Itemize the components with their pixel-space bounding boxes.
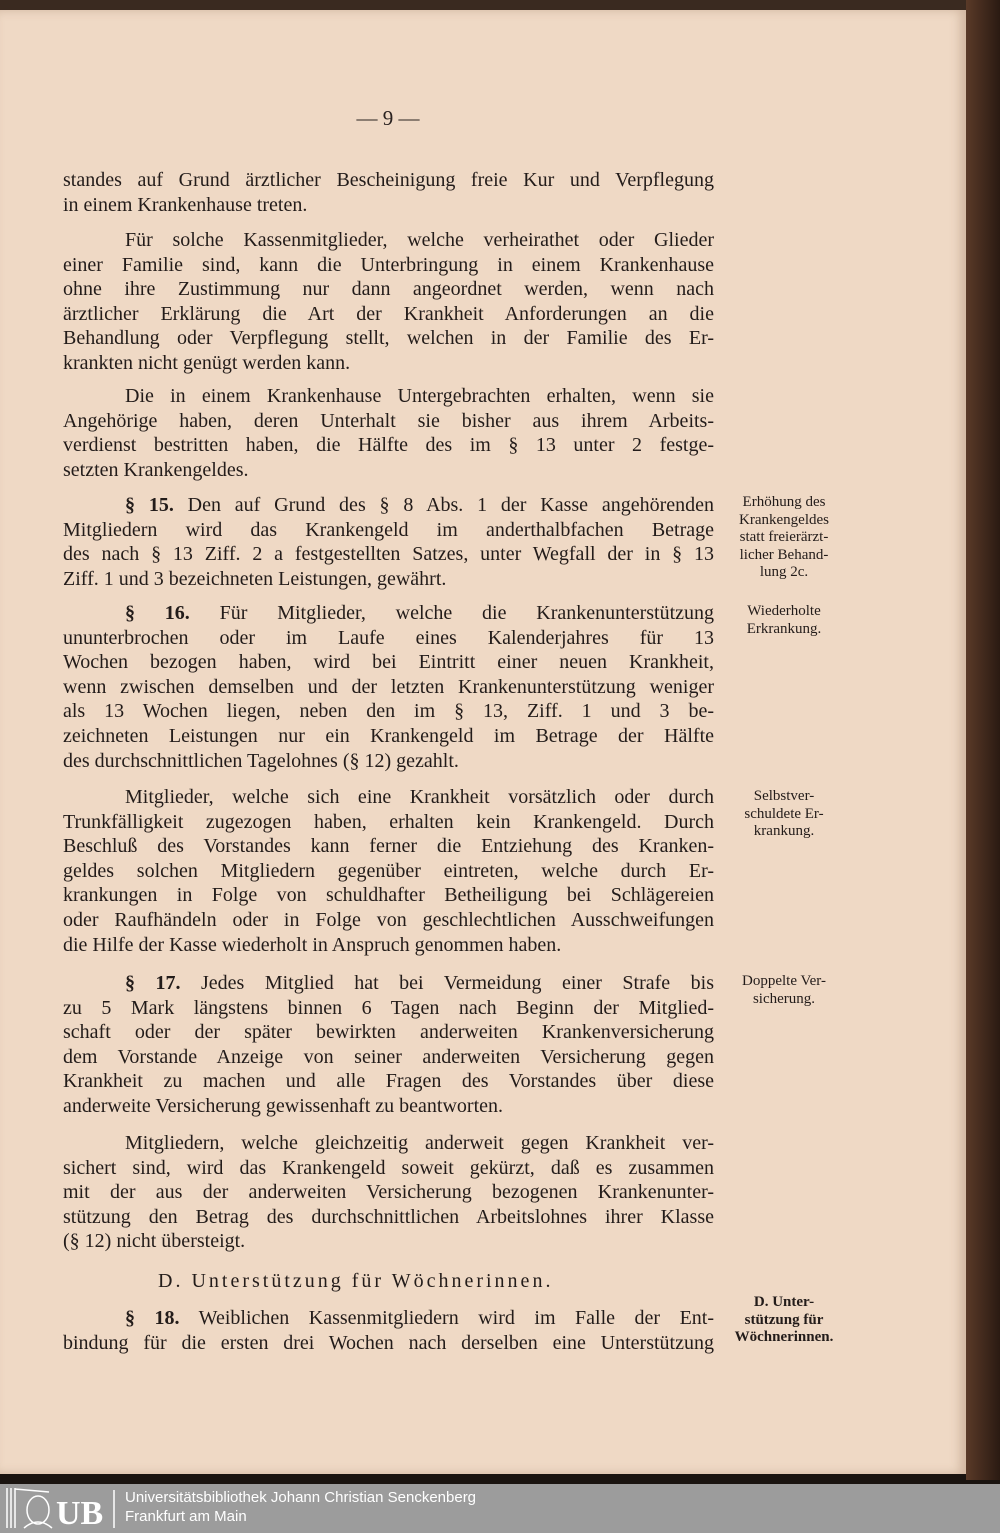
text-line xyxy=(63,518,714,543)
text-line xyxy=(63,675,714,700)
margin-note-line: stützung für xyxy=(744,1311,824,1328)
line-text: Angehörige haben, deren Unterhalt sie bisher aus ihrem Arbeits- xyxy=(63,409,714,432)
line-text: ärztlicher Erklärung die Art der Krankheit Anforderungen an die xyxy=(63,302,714,325)
margin-note-line: Erhöhung des xyxy=(742,494,826,510)
paragraph xyxy=(63,785,714,957)
page-top-edge xyxy=(0,0,1000,10)
text-line xyxy=(63,933,714,958)
text-line xyxy=(63,326,714,351)
footer-location: Frankfurt am Main xyxy=(125,1508,247,1525)
margin-note-line: Doppelte Ver- xyxy=(742,973,826,989)
page-number: — 9 — xyxy=(356,106,420,130)
text-line xyxy=(63,1131,714,1156)
margin-note-line: Krankengeldes xyxy=(739,511,829,528)
margin-note xyxy=(720,603,848,638)
margin-note-line: D. Unter- xyxy=(753,1294,815,1310)
text-line xyxy=(63,277,714,302)
text-line xyxy=(63,810,714,835)
line-text: dem Vorstande Anzeige von seiner anderweiten Versicherung gegen xyxy=(63,1045,714,1068)
text-line xyxy=(63,253,714,278)
line-text: Für Mitglieder, welche die Krankenunterstützung xyxy=(219,602,715,624)
line-text: Die in einem Krankenhause Untergebrachten erhalten, wenn sie xyxy=(125,385,714,407)
line-text: sichert sind, wird das Krankengeld soweit gekürzt, daß es zusammen xyxy=(63,1156,714,1179)
margin-note-line: Selbstver- xyxy=(753,788,815,804)
text-line xyxy=(63,351,714,376)
line-text: schaft oder der später bewirkten anderweiten Krankenversicherung xyxy=(63,1021,714,1044)
section-number: § 15. xyxy=(125,494,174,516)
margin-note-line: statt freierärzt- xyxy=(739,529,829,545)
margin-note-line: licher Behand- xyxy=(739,546,829,563)
line-text: Mitgliedern, welche gleichzeitig anderweit gegen Krankheit ver- xyxy=(125,1132,714,1154)
text-line xyxy=(63,971,714,996)
paragraph xyxy=(63,971,714,1119)
line-text: Krankheit zu machen und alle Fragen des Vorstandes über diese xyxy=(63,1070,714,1093)
paragraph xyxy=(63,493,714,591)
line-text: krankten nicht genügt werden kann. xyxy=(63,351,351,374)
text-line xyxy=(63,724,714,749)
line-text: stützung den Betrag des durchschnittlichen Arbeitslohnes ihrer Klasse xyxy=(63,1205,714,1228)
line-text: Mitgliedern wird das Krankengeld im anderthalbfachen Betrage xyxy=(63,518,714,541)
margin-note-line: Wöchnerinnen. xyxy=(734,1329,834,1345)
margin-note-line: sicherung. xyxy=(752,990,816,1007)
line-text: (§ 12) nicht übersteigt. xyxy=(63,1230,246,1253)
paragraph xyxy=(63,1131,714,1254)
text-line xyxy=(63,567,714,592)
paragraph xyxy=(63,384,714,482)
line-text: Weiblichen Kassenmitgliedern wird im Falle der Ent- xyxy=(198,1307,715,1329)
text-line xyxy=(63,883,714,908)
text-line xyxy=(63,302,714,327)
line-text: Jedes Mitglied hat bei Vermeidung einer Strafe bis xyxy=(201,972,715,994)
margin-note-line: Wiederholte xyxy=(747,603,821,619)
text-line xyxy=(63,859,714,884)
text-line xyxy=(63,749,714,774)
text-line xyxy=(63,193,714,218)
margin-note-line: lung 2c. xyxy=(759,564,809,580)
line-text: ununterbrochen oder im Laufe eines Kalenderjahres für 13 xyxy=(63,626,714,649)
margin-note xyxy=(720,788,848,841)
text-line xyxy=(63,1180,714,1205)
text-line xyxy=(63,1331,714,1356)
line-text: einer Familie sind, kann die Unterbringung in einem Krankenhause xyxy=(63,253,714,276)
text-line xyxy=(63,650,714,675)
margin-note xyxy=(720,1294,848,1347)
text-line xyxy=(63,601,714,626)
line-text: oder Raufhändeln oder in Folge von geschlechtlichen Ausschweifungen xyxy=(63,908,714,931)
margin-note-line: krankung. xyxy=(753,823,815,839)
paragraph xyxy=(63,228,714,376)
line-text: Beschluß des Vorstandes kann ferner die Entziehung des Kranken- xyxy=(63,835,714,858)
line-text: Ziff. 1 und 3 bezeichneten Leistungen, gewährt. xyxy=(63,567,447,590)
line-text: zeichneten Leistungen nur ein Krankengeld im Betrage der Hälfte xyxy=(63,724,714,747)
text-line xyxy=(63,1156,714,1181)
margin-note-line: schuldete Er- xyxy=(744,805,824,822)
line-text: krankungen in Folge von schuldhafter Betheiligung bei Schlägereien xyxy=(63,884,714,907)
line-text: zu 5 Mark längstens binnen 6 Tagen nach Beginn der Mitglied- xyxy=(63,996,714,1019)
text-line xyxy=(63,384,714,409)
text-line xyxy=(63,1229,714,1254)
margin-note xyxy=(720,973,848,1008)
line-text: Für solche Kassenmitglieder, welche verheirathet oder Glieder xyxy=(125,229,714,251)
line-text: geldes solchen Mitgliedern gegenüber eintreten, welche durch Er- xyxy=(63,859,714,882)
paragraph xyxy=(63,1306,714,1355)
line-text: wenn zwischen demselben und der letzten Krankenunterstützung weniger xyxy=(63,675,714,698)
line-text: Trunkfälligkeit zugezogen haben, erhalten kein Krankengeld. Durch xyxy=(63,810,714,833)
text-line xyxy=(63,542,714,567)
line-text: des durchschnittlichen Tagelohnes (§ 12) gezahlt. xyxy=(63,749,459,772)
text-line xyxy=(63,908,714,933)
text-line xyxy=(63,1205,714,1230)
line-text: verdienst bestritten haben, die Hälfte des im § 13 unter 2 festge- xyxy=(63,434,714,457)
text-line xyxy=(63,228,714,253)
text-line xyxy=(63,1306,714,1331)
text-line xyxy=(63,493,714,518)
margin-note xyxy=(720,494,848,582)
section-number: § 16. xyxy=(125,602,190,624)
margin-note-line: Erkrankung. xyxy=(746,620,822,637)
text-line xyxy=(63,1094,714,1119)
library-footer xyxy=(0,1484,1000,1533)
line-text: Den auf Grund des § 8 Abs. 1 der Kasse angehörenden xyxy=(187,494,715,516)
text-line xyxy=(63,433,714,458)
line-text: die Hilfe der Kasse wiederholt in Anspruch genommen haben. xyxy=(63,933,562,956)
text-line xyxy=(63,626,714,651)
line-text: ohne ihre Zustimmung nur dann angeordnet werden, wenn nach xyxy=(63,278,714,301)
line-text: des nach § 13 Ziff. 2 a festgestellten Satzes, unter Wegfall der in § 13 xyxy=(63,543,714,566)
text-line xyxy=(63,168,714,193)
text-line xyxy=(63,409,714,434)
line-text: als 13 Wochen liegen, neben den im § 13, Ziff. 1 und 3 be- xyxy=(63,700,714,723)
text-line xyxy=(63,834,714,859)
line-text: standes auf Grund ärztlicher Bescheinigung freie Kur und Verpflegung xyxy=(63,169,714,191)
text-line xyxy=(63,996,714,1021)
paragraph xyxy=(63,168,714,217)
line-text: Wochen bezogen haben, wird bei Eintritt einer neuen Krankheit, xyxy=(63,651,714,674)
line-text: Behandlung oder Verpflegung stellt, welchen in der Familie des Er- xyxy=(63,327,714,350)
text-line xyxy=(63,1045,714,1070)
text-line xyxy=(63,785,714,810)
svg-text:UB: UB xyxy=(56,1495,104,1530)
text-line xyxy=(63,458,714,483)
line-text: setzten Krankengeldes. xyxy=(63,458,249,481)
ub-logo xyxy=(4,1486,116,1530)
text-line xyxy=(63,699,714,724)
line-text: mit der aus der anderweiten Versicherung bezogenen Krankenunter- xyxy=(63,1181,714,1204)
footer-library-name: Universitätsbibliothek Johann Christian Senckenberg xyxy=(125,1489,477,1506)
paragraph xyxy=(63,601,714,773)
text-line xyxy=(63,1069,714,1094)
line-text: bindung für die ersten drei Wochen nach derselben eine Unterstützung xyxy=(63,1331,714,1354)
page-right-edge xyxy=(966,0,1000,1480)
line-text: in einem Krankenhause treten. xyxy=(63,193,308,216)
section-heading: D. Unterstützung für Wöchnerinnen. xyxy=(158,1270,554,1292)
section-number: § 17. xyxy=(125,972,181,994)
line-text: anderweite Versicherung gewissenhaft zu beantworten. xyxy=(63,1094,504,1117)
text-line xyxy=(63,1020,714,1045)
section-number: § 18. xyxy=(125,1307,180,1329)
line-text: Mitglieder, welche sich eine Krankheit vorsätzlich oder durch xyxy=(125,786,714,808)
